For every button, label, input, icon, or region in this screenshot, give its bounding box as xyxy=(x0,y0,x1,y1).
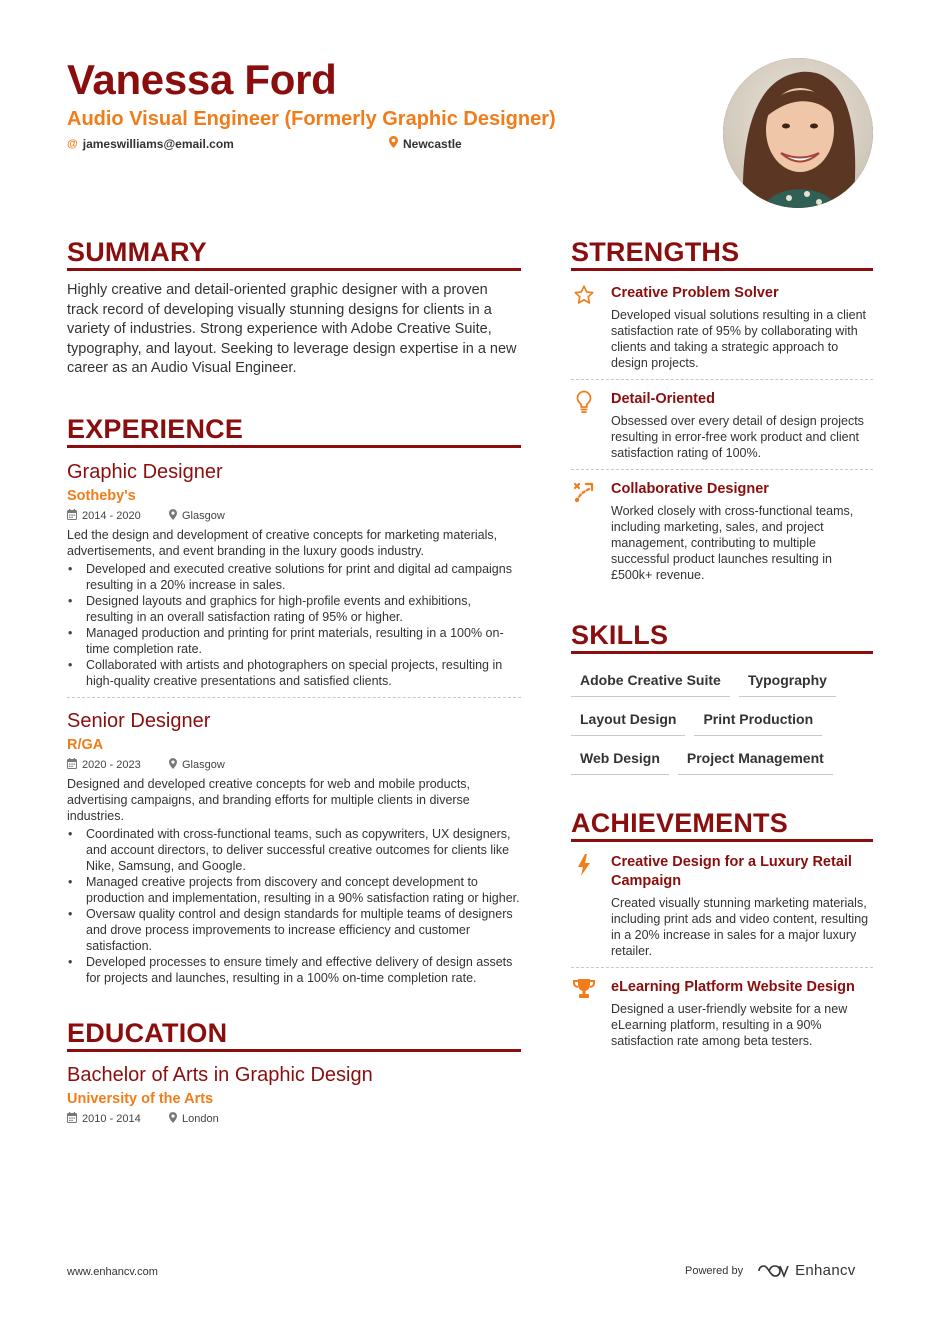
map-pin-icon xyxy=(169,509,177,523)
education-dates-text: 2010 - 2014 xyxy=(82,1112,141,1125)
job-dates-text: 2014 - 2020 xyxy=(82,509,141,522)
strength-desc: Developed visual solutions resulting in a client satisfaction rate of 95% by collaborating with clients and taking a strategic approach to design projects. xyxy=(611,308,867,370)
list-item: • Coordinated with cross-functional teams, such as copywriters, UX designers, and account directors, to deliver successful creative outcomes for clients like Nike, Samsung, and Google. xyxy=(67,826,521,874)
map-pin-icon xyxy=(389,136,398,151)
resume-header xyxy=(67,56,707,151)
enhancv-logo[interactable] xyxy=(757,1262,855,1279)
job-meta xyxy=(67,509,521,523)
list-item: • Oversaw quality control and design standards for multiple teams of designers and drove process improvements to increase efficiency and customer satisfaction. xyxy=(67,906,521,954)
job-location xyxy=(169,758,225,772)
entry-divider xyxy=(571,967,873,968)
calendar-icon xyxy=(67,1112,77,1126)
strength-item xyxy=(571,480,873,583)
entry-divider xyxy=(571,469,873,470)
at-icon: @ xyxy=(67,137,78,150)
skill-tag: Adobe Creative Suite xyxy=(571,664,730,697)
strength-title: Collaborative Designer xyxy=(611,481,769,497)
strength-desc: Obsessed over every detail of design projects resulting in error-free work product and client satisfaction rating of 100%. xyxy=(611,414,864,460)
achievements-section xyxy=(571,807,873,1049)
job-dates xyxy=(67,509,169,523)
summary-heading: SUMMARY xyxy=(67,236,521,271)
list-item: • Developed and executed creative solutions for print and digital ad campaigns resulting in a 20% increase in sales. xyxy=(67,561,521,593)
summary-text: Highly creative and detail-oriented graphic designer with a proven track record of developing visually stunning designs for clients in a variety of industries. Strong experience with Adobe Creative Suite, typography, and layout. Seeking to leverage design expertise in a new career as an Audio Visual Engineer. xyxy=(67,282,517,376)
summary-section xyxy=(67,236,521,379)
list-item: • Managed production and printing for print materials, resulting in a 100% on-time completion rate. xyxy=(67,625,521,657)
degree-title: Bachelor of Arts in Graphic Design xyxy=(67,1063,373,1086)
contact-info xyxy=(67,136,707,151)
location-contact xyxy=(389,136,462,151)
achievement-item xyxy=(571,853,873,959)
list-item: • Managed creative projects from discovery and concept development to production and implementation, resulting in a 90% satisfaction rating or higher. xyxy=(67,874,521,906)
achievement-title: eLearning Platform Website Design xyxy=(611,979,855,995)
strengths-section xyxy=(571,236,873,583)
calendar-icon xyxy=(67,509,77,523)
strength-title: Detail-Oriented xyxy=(611,391,715,407)
email-text: jameswilliams@email.com xyxy=(82,136,234,151)
entry-divider xyxy=(67,697,521,698)
experience-entry xyxy=(67,708,521,986)
list-item: • Collaborated with artists and photographers on special projects, resulting in high-quality creative presentations and satisfied clients. xyxy=(67,657,521,689)
list-item: • Developed processes to ensure timely and effective delivery of design assets for projects and launches, resulting in a 100% on-time completion rate. xyxy=(67,954,521,986)
skill-tag: Print Production xyxy=(694,703,822,736)
job-location-text: Glasgow xyxy=(182,509,225,522)
school-name: University of the Arts xyxy=(67,1090,214,1107)
list-item: • Designed layouts and graphics for high-profile events and exhibitions, resulting in an overall satisfaction rating of 95% or higher. xyxy=(67,593,521,625)
achievement-item xyxy=(571,978,873,1049)
trophy-icon xyxy=(571,978,597,1049)
education-location-text: London xyxy=(182,1112,219,1125)
skill-tag: Typography xyxy=(739,664,836,697)
achievement-desc: Created visually stunning marketing materials, including print ads and video content, resulting in a 20% increase in sales for a major luxury retailer. xyxy=(611,896,869,958)
entry-divider xyxy=(571,379,873,380)
enhancv-logo-icon xyxy=(757,1263,789,1279)
job-title: Senior Designer xyxy=(67,709,211,732)
job-dates-text: 2020 - 2023 xyxy=(82,758,141,771)
candidate-name: Vanessa Ford xyxy=(67,56,337,103)
job-dates xyxy=(67,758,169,772)
job-description: Designed and developed creative concepts for web and mobile products, advertising campaigns, and branding efforts for multiple clients in diverse industries. xyxy=(67,776,471,823)
skill-tag: Project Management xyxy=(678,742,833,775)
left-column xyxy=(67,236,521,1126)
collaboration-icon xyxy=(571,480,597,583)
skill-tag: Layout Design xyxy=(571,703,685,736)
job-bullets xyxy=(67,561,521,689)
skill-tag: Web Design xyxy=(571,742,669,775)
strength-desc: Worked closely with cross-functional teams, including marketing, sales, and project management, contributing to multiple successful product launches resulting in £500k+ revenue. xyxy=(611,504,854,582)
job-location xyxy=(169,509,225,523)
brand-name: Enhancv xyxy=(795,1262,856,1279)
job-bullets xyxy=(67,826,521,986)
job-location-text: Glasgow xyxy=(182,758,225,771)
education-meta xyxy=(67,1112,521,1126)
achievement-desc: Designed a user-friendly website for a new eLearning platform, resulting in a 90% satisfaction rate among beta testers. xyxy=(611,1002,848,1048)
skills-heading: SKILLS xyxy=(571,619,873,654)
achievement-title: Creative Design for a Luxury Retail Campaign xyxy=(611,854,852,889)
location-text: Newcastle xyxy=(403,136,462,151)
education-location xyxy=(169,1112,219,1126)
footer-website[interactable]: www.enhancv.com xyxy=(67,1266,158,1278)
education-dates xyxy=(67,1112,169,1126)
job-title: Graphic Designer xyxy=(67,460,223,483)
map-pin-icon xyxy=(169,1112,177,1126)
right-column xyxy=(571,236,873,1049)
experience-section xyxy=(67,413,521,986)
profile-photo xyxy=(723,58,873,208)
job-meta xyxy=(67,758,521,772)
footer-branding xyxy=(685,1262,856,1279)
strength-item xyxy=(571,390,873,461)
education-heading: EDUCATION xyxy=(67,1017,521,1052)
education-section xyxy=(67,1017,521,1126)
lightning-icon xyxy=(571,853,597,959)
strength-item xyxy=(571,284,873,371)
experience-heading: EXPERIENCE xyxy=(67,413,521,448)
job-description: Led the design and development of creative concepts for marketing materials, advertisements, and event branding in the luxury goods industry. xyxy=(67,527,498,558)
education-entry xyxy=(67,1062,521,1126)
company-name: R/GA xyxy=(67,736,104,753)
map-pin-icon xyxy=(169,758,177,772)
candidate-role: Audio Visual Engineer (Formerly Graphic Designer) xyxy=(67,108,556,130)
lightbulb-icon xyxy=(571,390,597,461)
company-name: Sotheby's xyxy=(67,487,136,504)
strengths-heading: STRENGTHS xyxy=(571,236,873,271)
experience-entry xyxy=(67,459,521,689)
strength-title: Creative Problem Solver xyxy=(611,285,779,301)
skills-section xyxy=(571,619,873,781)
skills-list xyxy=(571,664,873,781)
star-icon xyxy=(571,284,597,371)
achievements-heading: ACHIEVEMENTS xyxy=(571,807,873,842)
email-contact[interactable] xyxy=(67,136,389,151)
powered-by-text: Powered by xyxy=(685,1264,744,1277)
calendar-icon xyxy=(67,758,77,772)
